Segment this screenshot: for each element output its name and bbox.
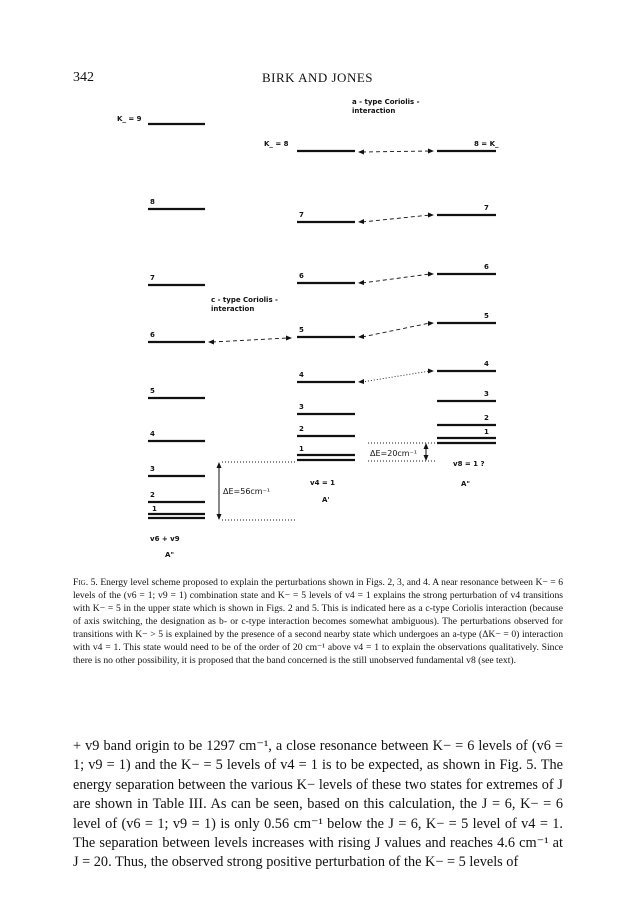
- right-column-levels: [437, 151, 496, 443]
- c-type-arrow: [208, 336, 292, 345]
- middle-label-1: 1: [299, 445, 304, 453]
- left-label-2: 2: [150, 491, 155, 499]
- middle-label-k8: K_ = 8: [264, 140, 289, 148]
- a-type-label-line1: a - type Coriolis -: [352, 98, 420, 106]
- right-label-k8: 8 = K_: [474, 140, 499, 148]
- left-label-3: 3: [150, 465, 155, 473]
- left-label-6: 6: [150, 331, 155, 339]
- figure-caption: [73, 576, 563, 667]
- middle-label-3: 3: [299, 403, 304, 411]
- body-paragraph: + v9 band origin to be 1297 cm⁻¹, a close resonance between K− = 6 levels of (v6 = 1; v9 = 1) and the K− = 5 levels of v4 = 1 is to be expected, as shown in Fig. 5. The energy separation between the various K− levels of these two states for extremes of J are shown in Table III. As can be seen, based on this calculation, the J = 6, K− = 6 level of (v6 = 1; v9 = 1) is only 0.56 cm⁻¹ below the J = 6, K− = 5 level of v4 = 1. The separation between levels increases with rising J values and reaches 4.6 cm⁻¹ at J = 20. Thus, the observed strong positive perturbation of the K− = 5 levels of: [73, 738, 563, 871]
- delta-e-56-label: ΔE=56cm⁻¹: [223, 487, 271, 496]
- left-label-7: 7: [150, 274, 155, 282]
- c-type-label-line1: c - type Coriolis -: [211, 296, 278, 304]
- page-number: 342: [73, 70, 94, 85]
- caption-text: Energy level scheme proposed to explain the perturbations shown in Figs. 2, 3, and 4. A near resonance between K− = 6 levels of the (v6 = 1; v9 = 1) combination state and K− = 5 levels of v4 = 1 explains the strong perturbation of v4 transitions with K− = 5 in the upper state which is shown in Figs. 2 and 5. This is indicated here as a c-type Coriolis interaction (because of axis switching, the designation as b- or c-type interaction becomes somewhat ambiguous). The perturbations observed for transitions with K− > 5 is explained by the presence of a second nearby state which undergoes an a-type (ΔK− = 0) interaction with v4 = 1. This state would need to be of the order of 20 cm⁻¹ above v4 = 1 to explain the observations qualitatively. Since there is no other possibility, it is proposed that the band concerned is the still unobserved fundamental v8 (see text).: [73, 577, 563, 666]
- left-label-8: 8: [150, 198, 155, 206]
- right-label-7: 7: [484, 204, 489, 212]
- middle-label-7: 7: [299, 211, 304, 219]
- right-label-6: 6: [484, 263, 489, 271]
- right-label-3: 3: [484, 390, 489, 398]
- right-label-2: 2: [484, 414, 489, 422]
- left-label-5: 5: [150, 387, 155, 395]
- middle-state-label: v4 = 1: [310, 479, 336, 487]
- right-label-4: 4: [484, 360, 489, 368]
- right-state-label: v8 = 1 ?: [453, 460, 485, 468]
- middle-symmetry-label: A': [322, 496, 330, 504]
- delta-e-20-label: ΔE=20cm⁻¹: [370, 449, 418, 458]
- right-label-1: 1: [484, 428, 489, 436]
- left-column-levels: [148, 124, 205, 518]
- middle-label-5: 5: [299, 326, 304, 334]
- middle-label-4: 4: [299, 371, 304, 379]
- a-type-arrows: [358, 149, 434, 385]
- c-type-label-line2: interaction: [211, 305, 255, 313]
- middle-column-levels: [297, 151, 355, 460]
- a-type-label-line2: interaction: [352, 107, 396, 115]
- right-label-5: 5: [484, 312, 489, 320]
- left-label-1: 1: [152, 505, 157, 513]
- caption-label: Fig. 5.: [73, 577, 98, 588]
- left-label-4: 4: [150, 430, 155, 438]
- middle-label-2: 2: [299, 425, 304, 433]
- right-symmetry-label: A": [461, 480, 471, 488]
- left-symmetry-label: A": [165, 551, 175, 559]
- left-state-label: v6 + v9: [150, 535, 180, 543]
- running-head: BIRK AND JONES: [261, 70, 373, 85]
- left-label-k9: K_ = 9: [117, 115, 142, 123]
- middle-label-6: 6: [299, 272, 304, 280]
